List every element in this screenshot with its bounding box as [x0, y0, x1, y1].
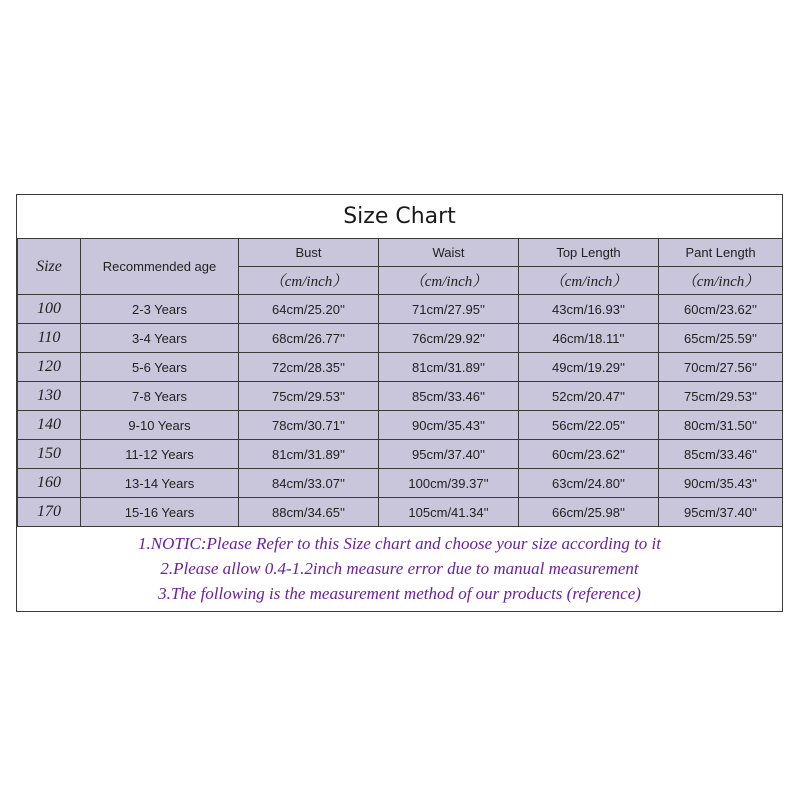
waist-cell: 95cm/37.40''	[379, 440, 519, 469]
size-chart	[16, 194, 783, 612]
top-length-cell: 66cm/25.98''	[519, 498, 659, 527]
table-row	[18, 324, 783, 353]
bust-cell: 72cm/28.35''	[239, 353, 379, 382]
table-row	[18, 440, 783, 469]
size-header: Size	[18, 239, 81, 295]
age-cell: 3-4 Years	[81, 324, 239, 353]
age-cell: 13-14 Years	[81, 469, 239, 498]
waist-cell: 76cm/29.92''	[379, 324, 519, 353]
age-cell: 15-16 Years	[81, 498, 239, 527]
pant-length-cell: 70cm/27.56''	[659, 353, 783, 382]
bust-cell: 78cm/30.71''	[239, 411, 379, 440]
bust-cell: 64cm/25.20''	[239, 295, 379, 324]
waist-cell: 71cm/27.95''	[379, 295, 519, 324]
waist-header: Waist	[379, 239, 519, 267]
size-cell: 120	[18, 353, 81, 382]
table-body	[18, 239, 783, 527]
bust-unit: （cm/inch）	[239, 267, 379, 295]
age-cell: 7-8 Years	[81, 382, 239, 411]
age-cell: 11-12 Years	[81, 440, 239, 469]
table-row	[18, 382, 783, 411]
size-cell: 130	[18, 382, 81, 411]
top-length-unit: （cm/inch）	[519, 267, 659, 295]
pant-length-header: Pant Length	[659, 239, 783, 267]
top-length-cell: 60cm/23.62''	[519, 440, 659, 469]
chart-title: Size Chart	[343, 204, 456, 229]
table-row	[18, 295, 783, 324]
pant-length-cell: 80cm/31.50''	[659, 411, 783, 440]
age-cell: 2-3 Years	[81, 295, 239, 324]
bust-cell: 84cm/33.07''	[239, 469, 379, 498]
top-length-cell: 63cm/24.80''	[519, 469, 659, 498]
waist-cell: 100cm/39.37''	[379, 469, 519, 498]
age-cell: 5-6 Years	[81, 353, 239, 382]
size-cell: 160	[18, 469, 81, 498]
table-row	[18, 353, 783, 382]
note-3: 3.The following is the measurement method of our products (reference)	[158, 583, 641, 603]
waist-cell: 105cm/41.34''	[379, 498, 519, 527]
top-length-cell: 49cm/19.29''	[519, 353, 659, 382]
pant-length-cell: 75cm/29.53''	[659, 382, 783, 411]
top-length-cell: 43cm/16.93''	[519, 295, 659, 324]
bust-cell: 81cm/31.89''	[239, 440, 379, 469]
top-length-cell: 46cm/18.11''	[519, 324, 659, 353]
waist-cell: 85cm/33.46''	[379, 382, 519, 411]
table-row	[18, 469, 783, 498]
pant-length-cell: 95cm/37.40''	[659, 498, 783, 527]
age-cell: 9-10 Years	[81, 411, 239, 440]
note-2: 2.Please allow 0.4-1.2inch measure error due to manual measurement	[160, 558, 639, 578]
size-cell: 100	[18, 295, 81, 324]
pant-length-cell: 60cm/23.62''	[659, 295, 783, 324]
age-header: Recommended age	[81, 239, 239, 295]
waist-cell: 90cm/35.43''	[379, 411, 519, 440]
pant-length-cell: 90cm/35.43''	[659, 469, 783, 498]
top-length-cell: 56cm/22.05''	[519, 411, 659, 440]
bust-cell: 88cm/34.65''	[239, 498, 379, 527]
top-length-cell: 52cm/20.47''	[519, 382, 659, 411]
header-row	[18, 239, 783, 267]
notes-section	[17, 525, 782, 611]
pant-length-cell: 65cm/25.59''	[659, 324, 783, 353]
pant-length-cell: 85cm/33.46''	[659, 440, 783, 469]
table-row	[18, 498, 783, 527]
note-1: 1.NOTIC:Please Refer to this Size chart and choose your size according to it	[138, 533, 661, 553]
size-cell: 150	[18, 440, 81, 469]
size-cell: 140	[18, 411, 81, 440]
bust-cell: 75cm/29.53''	[239, 382, 379, 411]
size-cell: 170	[18, 498, 81, 527]
top-length-header: Top Length	[519, 239, 659, 267]
waist-unit: （cm/inch）	[379, 267, 519, 295]
table-row	[18, 411, 783, 440]
waist-cell: 81cm/31.89''	[379, 353, 519, 382]
pant-length-unit: （cm/inch）	[659, 267, 783, 295]
size-table	[17, 238, 783, 527]
bust-header: Bust	[239, 239, 379, 267]
bust-cell: 68cm/26.77''	[239, 324, 379, 353]
size-cell: 110	[18, 324, 81, 353]
